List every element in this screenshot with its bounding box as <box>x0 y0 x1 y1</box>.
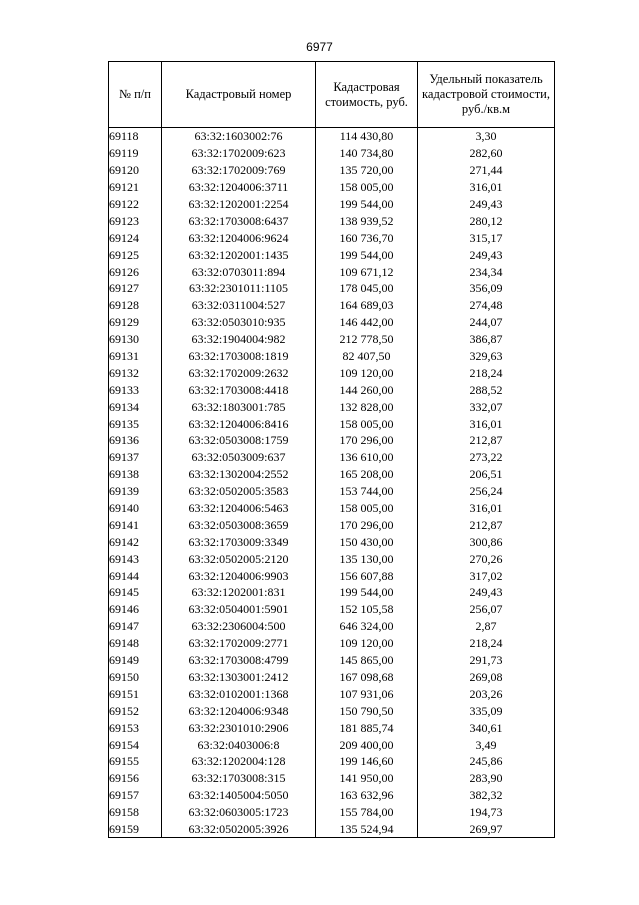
specific-indicator-cell: 212,87 <box>418 516 555 533</box>
specific-indicator-cell: 335,09 <box>418 702 555 719</box>
table-row <box>109 702 555 719</box>
specific-indicator-cell: 212,87 <box>418 432 555 449</box>
table-row <box>109 364 555 381</box>
table-row <box>109 516 555 533</box>
row-number: 69151 <box>109 685 162 702</box>
row-number: 69159 <box>109 821 162 838</box>
cadastral-cost-cell: 158 005,00 <box>316 415 418 432</box>
table-row <box>109 212 555 229</box>
row-number: 69137 <box>109 449 162 466</box>
cadastral-number-cell: 63:32:1702009:2771 <box>162 635 316 652</box>
specific-indicator-cell: 206,51 <box>418 466 555 483</box>
table-row <box>109 669 555 686</box>
cadastral-cost-cell: 167 098,68 <box>316 669 418 686</box>
header-row <box>109 62 555 128</box>
specific-indicator-cell: 269,08 <box>418 669 555 686</box>
cadastral-number-cell: 63:32:1904004:982 <box>162 331 316 348</box>
header-cadastral-cost: Кадастровая стоимость, руб. <box>316 62 418 128</box>
cadastral-value-table <box>108 61 555 838</box>
specific-indicator-cell: 194,73 <box>418 804 555 821</box>
row-number: 69121 <box>109 179 162 196</box>
cadastral-cost-cell: 135 720,00 <box>316 162 418 179</box>
row-number: 69123 <box>109 212 162 229</box>
cadastral-number-cell: 63:32:1703008:6437 <box>162 212 316 229</box>
cadastral-number-cell: 63:32:0502005:3926 <box>162 821 316 838</box>
cadastral-cost-cell: 646 324,00 <box>316 618 418 635</box>
cadastral-cost-cell: 199 544,00 <box>316 246 418 263</box>
row-number: 69130 <box>109 331 162 348</box>
table-row <box>109 297 555 314</box>
table-row <box>109 483 555 500</box>
specific-indicator-cell: 3,30 <box>418 128 555 145</box>
specific-indicator-cell: 329,63 <box>418 348 555 365</box>
specific-indicator-cell: 300,86 <box>418 533 555 550</box>
specific-indicator-cell: 332,07 <box>418 398 555 415</box>
row-number: 69134 <box>109 398 162 415</box>
row-number: 69124 <box>109 229 162 246</box>
cadastral-cost-cell: 109 671,12 <box>316 263 418 280</box>
row-number: 69127 <box>109 280 162 297</box>
specific-indicator-cell: 249,43 <box>418 196 555 213</box>
table-row <box>109 584 555 601</box>
specific-indicator-cell: 218,24 <box>418 364 555 381</box>
cadastral-cost-cell: 163 632,96 <box>316 787 418 804</box>
specific-indicator-cell: 382,32 <box>418 787 555 804</box>
cadastral-cost-cell: 152 105,58 <box>316 601 418 618</box>
row-number: 69139 <box>109 483 162 500</box>
table-row <box>109 635 555 652</box>
cadastral-number-cell: 63:32:1803001:785 <box>162 398 316 415</box>
table-row <box>109 449 555 466</box>
specific-indicator-cell: 356,09 <box>418 280 555 297</box>
row-number: 69148 <box>109 635 162 652</box>
table-row <box>109 348 555 365</box>
row-number: 69125 <box>109 246 162 263</box>
row-number: 69155 <box>109 753 162 770</box>
specific-indicator-cell: 270,26 <box>418 550 555 567</box>
row-number: 69147 <box>109 618 162 635</box>
row-number: 69128 <box>109 297 162 314</box>
table-row <box>109 229 555 246</box>
cadastral-number-cell: 63:32:0311004:527 <box>162 297 316 314</box>
cadastral-cost-cell: 109 120,00 <box>316 635 418 652</box>
cadastral-cost-cell: 141 950,00 <box>316 770 418 787</box>
table-row <box>109 246 555 263</box>
specific-indicator-cell: 282,60 <box>418 145 555 162</box>
cadastral-cost-cell: 107 931,06 <box>316 685 418 702</box>
cadastral-number-cell: 63:32:1702009:769 <box>162 162 316 179</box>
cadastral-number-cell: 63:32:1202001:831 <box>162 584 316 601</box>
table-row <box>109 381 555 398</box>
specific-indicator-cell: 288,52 <box>418 381 555 398</box>
cadastral-number-cell: 63:32:0502005:2120 <box>162 550 316 567</box>
cadastral-number-cell: 63:32:1204006:9903 <box>162 567 316 584</box>
table-row <box>109 821 555 838</box>
cadastral-cost-cell: 181 885,74 <box>316 719 418 736</box>
row-number: 69138 <box>109 466 162 483</box>
cadastral-cost-cell: 199 544,00 <box>316 196 418 213</box>
cadastral-cost-cell: 132 828,00 <box>316 398 418 415</box>
specific-indicator-cell: 203,26 <box>418 685 555 702</box>
row-number: 69158 <box>109 804 162 821</box>
specific-indicator-cell: 317,02 <box>418 567 555 584</box>
specific-indicator-cell: 269,97 <box>418 821 555 838</box>
header-num: № п/п <box>109 62 162 128</box>
row-number: 69145 <box>109 584 162 601</box>
cadastral-cost-cell: 165 208,00 <box>316 466 418 483</box>
specific-indicator-cell: 280,12 <box>418 212 555 229</box>
specific-indicator-cell: 340,61 <box>418 719 555 736</box>
cadastral-cost-cell: 160 736,70 <box>316 229 418 246</box>
cadastral-cost-cell: 170 296,00 <box>316 516 418 533</box>
cadastral-cost-cell: 164 689,03 <box>316 297 418 314</box>
cadastral-number-cell: 63:32:1204006:3711 <box>162 179 316 196</box>
cadastral-number-cell: 63:32:1303001:2412 <box>162 669 316 686</box>
row-number: 69142 <box>109 533 162 550</box>
specific-indicator-cell: 316,01 <box>418 500 555 517</box>
row-number: 69132 <box>109 364 162 381</box>
row-number: 69122 <box>109 196 162 213</box>
cadastral-cost-cell: 156 607,88 <box>316 567 418 584</box>
cadastral-number-cell: 63:32:0503009:637 <box>162 449 316 466</box>
cadastral-number-cell: 63:32:1202001:1435 <box>162 246 316 263</box>
table-row <box>109 753 555 770</box>
cadastral-cost-cell: 178 045,00 <box>316 280 418 297</box>
cadastral-number-cell: 63:32:1703008:315 <box>162 770 316 787</box>
specific-indicator-cell: 256,24 <box>418 483 555 500</box>
row-number: 69131 <box>109 348 162 365</box>
table-row <box>109 685 555 702</box>
row-number: 69126 <box>109 263 162 280</box>
table-row <box>109 652 555 669</box>
cadastral-number-cell: 63:32:0504001:5901 <box>162 601 316 618</box>
cadastral-cost-cell: 135 524,94 <box>316 821 418 838</box>
row-number: 69129 <box>109 314 162 331</box>
specific-indicator-cell: 315,17 <box>418 229 555 246</box>
specific-indicator-cell: 2,87 <box>418 618 555 635</box>
row-number: 69146 <box>109 601 162 618</box>
cadastral-number-cell: 63:32:1204006:9348 <box>162 702 316 719</box>
cadastral-number-cell: 63:32:1703009:3349 <box>162 533 316 550</box>
table-row <box>109 162 555 179</box>
table-row <box>109 770 555 787</box>
table-row <box>109 500 555 517</box>
cadastral-cost-cell: 170 296,00 <box>316 432 418 449</box>
specific-indicator-cell: 316,01 <box>418 179 555 196</box>
cadastral-cost-cell: 153 744,00 <box>316 483 418 500</box>
cadastral-cost-cell: 158 005,00 <box>316 500 418 517</box>
page-number: 6977 <box>306 40 333 54</box>
cadastral-number-cell: 63:32:0703011:894 <box>162 263 316 280</box>
specific-indicator-cell: 245,86 <box>418 753 555 770</box>
table-header <box>109 62 555 128</box>
cadastral-cost-cell: 158 005,00 <box>316 179 418 196</box>
header-specific-indicator: Удельный показатель кадастровой стоимости, руб./кв.м <box>418 62 555 128</box>
specific-indicator-cell: 218,24 <box>418 635 555 652</box>
table-row <box>109 787 555 804</box>
table-row <box>109 331 555 348</box>
cadastral-number-cell: 63:32:0503008:3659 <box>162 516 316 533</box>
cadastral-number-cell: 63:32:1702009:2632 <box>162 364 316 381</box>
row-number: 69144 <box>109 567 162 584</box>
cadastral-number-cell: 63:32:1204006:9624 <box>162 229 316 246</box>
table-row <box>109 466 555 483</box>
cadastral-cost-cell: 136 610,00 <box>316 449 418 466</box>
row-number: 69135 <box>109 415 162 432</box>
row-number: 69120 <box>109 162 162 179</box>
cadastral-cost-cell: 109 120,00 <box>316 364 418 381</box>
row-number: 69152 <box>109 702 162 719</box>
specific-indicator-cell: 274,48 <box>418 297 555 314</box>
cadastral-cost-cell: 212 778,50 <box>316 331 418 348</box>
cadastral-cost-cell: 150 430,00 <box>316 533 418 550</box>
row-number: 69141 <box>109 516 162 533</box>
cadastral-number-cell: 63:32:0503010:935 <box>162 314 316 331</box>
cadastral-cost-cell: 114 430,80 <box>316 128 418 145</box>
cadastral-number-cell: 63:32:2301010:2906 <box>162 719 316 736</box>
table-row <box>109 196 555 213</box>
row-number: 69149 <box>109 652 162 669</box>
table-row <box>109 719 555 736</box>
cadastral-cost-cell: 150 790,50 <box>316 702 418 719</box>
cadastral-cost-cell: 146 442,00 <box>316 314 418 331</box>
cadastral-number-cell: 63:32:0603005:1723 <box>162 804 316 821</box>
header-cadastral-number: Кадастровый номер <box>162 62 316 128</box>
specific-indicator-cell: 249,43 <box>418 584 555 601</box>
cadastral-number-cell: 63:32:1703008:4418 <box>162 381 316 398</box>
cadastral-cost-cell: 135 130,00 <box>316 550 418 567</box>
table-row <box>109 415 555 432</box>
row-number: 69118 <box>109 128 162 145</box>
row-number: 69156 <box>109 770 162 787</box>
row-number: 69136 <box>109 432 162 449</box>
table-row <box>109 314 555 331</box>
row-number: 69133 <box>109 381 162 398</box>
cadastral-cost-cell: 209 400,00 <box>316 736 418 753</box>
table-row <box>109 280 555 297</box>
cadastral-number-cell: 63:32:0403006:8 <box>162 736 316 753</box>
cadastral-number-cell: 63:32:1202004:128 <box>162 753 316 770</box>
table-row <box>109 736 555 753</box>
cadastral-number-cell: 63:32:2301011:1105 <box>162 280 316 297</box>
cadastral-cost-cell: 138 939,52 <box>316 212 418 229</box>
specific-indicator-cell: 273,22 <box>418 449 555 466</box>
cadastral-number-cell: 63:32:1702009:623 <box>162 145 316 162</box>
row-number: 69140 <box>109 500 162 517</box>
table-row <box>109 550 555 567</box>
specific-indicator-cell: 386,87 <box>418 331 555 348</box>
cadastral-number-cell: 63:32:0102001:1368 <box>162 685 316 702</box>
table-row <box>109 533 555 550</box>
table-row <box>109 432 555 449</box>
table-row <box>109 567 555 584</box>
table-body <box>109 128 555 838</box>
row-number: 69154 <box>109 736 162 753</box>
cadastral-number-cell: 63:32:2306004:500 <box>162 618 316 635</box>
table-row <box>109 128 555 145</box>
specific-indicator-cell: 291,73 <box>418 652 555 669</box>
table-row <box>109 179 555 196</box>
specific-indicator-cell: 249,43 <box>418 246 555 263</box>
cadastral-number-cell: 63:32:1405004:5050 <box>162 787 316 804</box>
cadastral-number-cell: 63:32:1703008:4799 <box>162 652 316 669</box>
specific-indicator-cell: 271,44 <box>418 162 555 179</box>
cadastral-cost-cell: 155 784,00 <box>316 804 418 821</box>
cadastral-cost-cell: 140 734,80 <box>316 145 418 162</box>
specific-indicator-cell: 256,07 <box>418 601 555 618</box>
specific-indicator-cell: 3,49 <box>418 736 555 753</box>
row-number: 69150 <box>109 669 162 686</box>
table-row <box>109 804 555 821</box>
table-row <box>109 618 555 635</box>
row-number: 69157 <box>109 787 162 804</box>
specific-indicator-cell: 234,34 <box>418 263 555 280</box>
row-number: 69153 <box>109 719 162 736</box>
cadastral-number-cell: 63:32:1204006:5463 <box>162 500 316 517</box>
specific-indicator-cell: 283,90 <box>418 770 555 787</box>
cadastral-number-cell: 63:32:1703008:1819 <box>162 348 316 365</box>
specific-indicator-cell: 244,07 <box>418 314 555 331</box>
cadastral-number-cell: 63:32:1603002:76 <box>162 128 316 145</box>
row-number: 69143 <box>109 550 162 567</box>
table-row <box>109 398 555 415</box>
cadastral-number-cell: 63:32:0502005:3583 <box>162 483 316 500</box>
cadastral-number-cell: 63:32:1302004:2552 <box>162 466 316 483</box>
cadastral-cost-cell: 199 146,60 <box>316 753 418 770</box>
row-number: 69119 <box>109 145 162 162</box>
cadastral-number-cell: 63:32:1202001:2254 <box>162 196 316 213</box>
specific-indicator-cell: 316,01 <box>418 415 555 432</box>
table-row <box>109 263 555 280</box>
cadastral-cost-cell: 82 407,50 <box>316 348 418 365</box>
table-row <box>109 601 555 618</box>
table-row <box>109 145 555 162</box>
cadastral-number-cell: 63:32:0503008:1759 <box>162 432 316 449</box>
cadastral-cost-cell: 144 260,00 <box>316 381 418 398</box>
cadastral-cost-cell: 199 544,00 <box>316 584 418 601</box>
cadastral-number-cell: 63:32:1204006:8416 <box>162 415 316 432</box>
cadastral-cost-cell: 145 865,00 <box>316 652 418 669</box>
